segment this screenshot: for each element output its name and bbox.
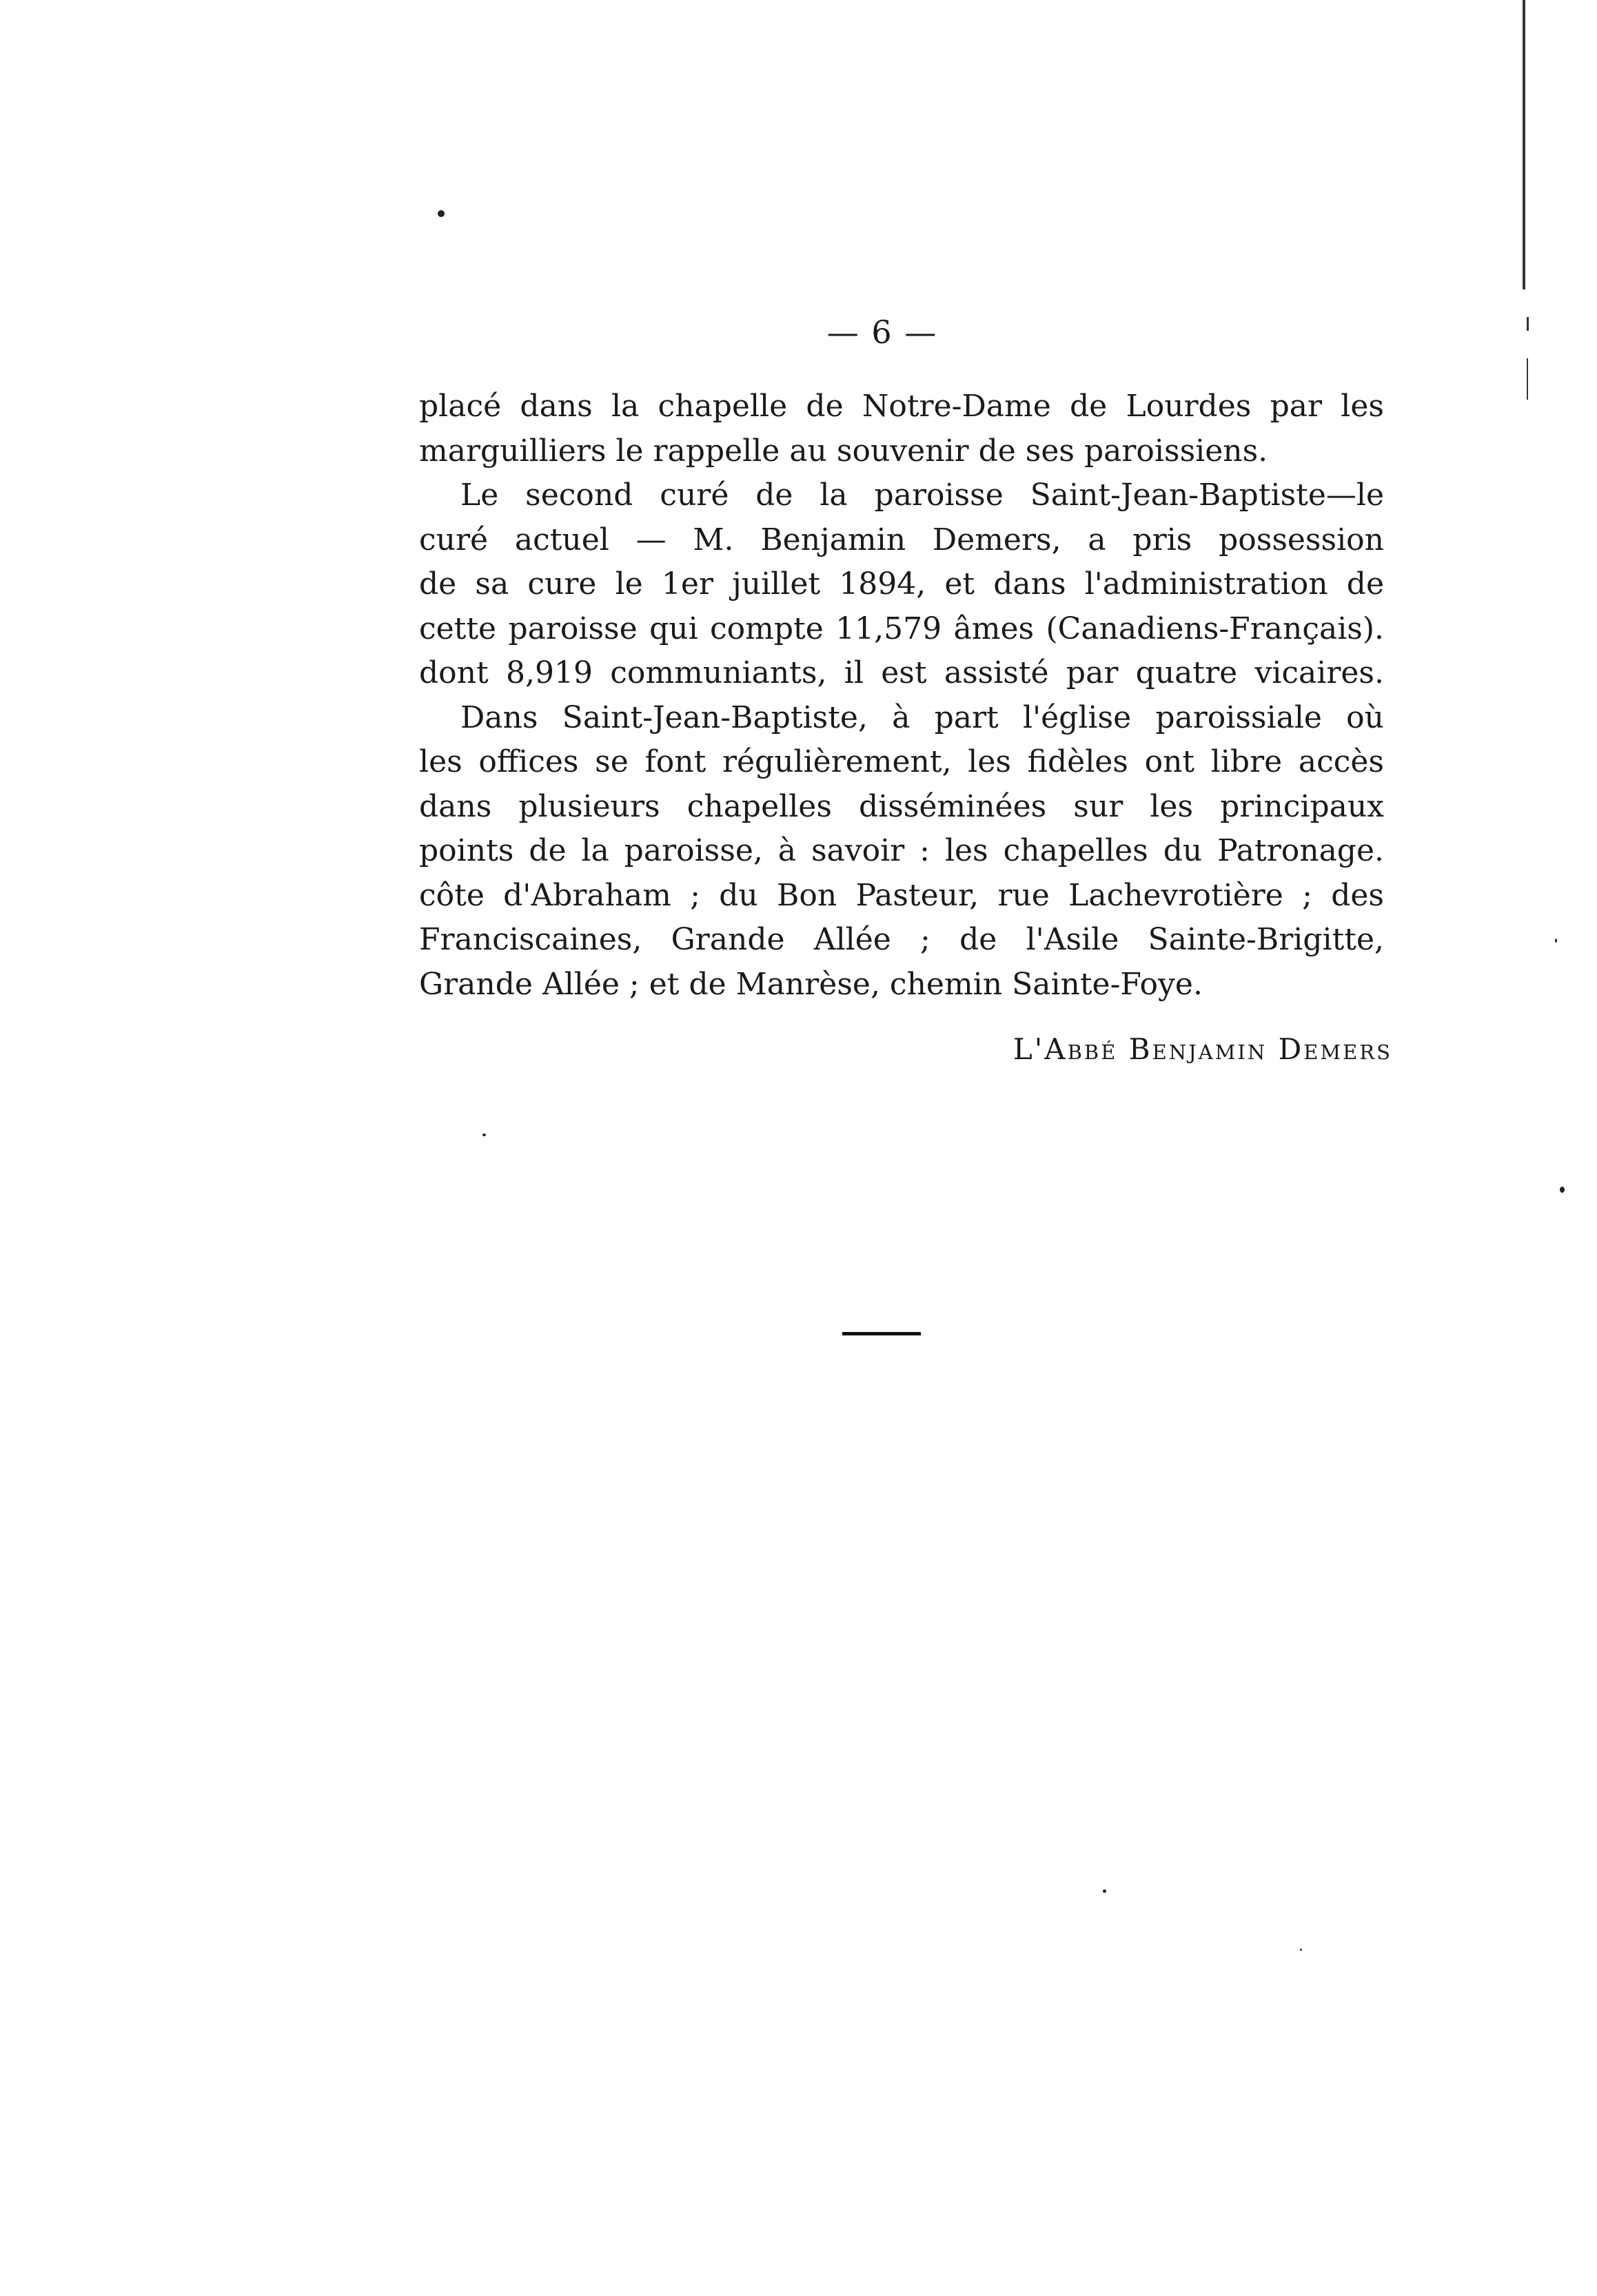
text-line: Franciscaines, Grande Allée ; de l'Asile Sainte-Brigitte, [419,922,1384,957]
text-line: dans plusieurs chapelles disséminées sur les principaux [419,788,1384,824]
scan-edge-mark [1523,0,1525,289]
scan-speck [1300,1949,1302,1951]
page-number: — 6 — [826,314,938,351]
text-line: Grande Allée ; et de Manrèse, chemin Sainte-Foye. [419,966,1203,1002]
scan-speck [1103,1889,1106,1893]
horizontal-rule [842,1332,921,1335]
body-text [419,385,1384,1007]
scan-edge-mark [1527,317,1529,331]
text-line: points de la paroisse, à savoir : les chapelles du Patronage. [419,833,1384,868]
scan-speck [1560,1187,1565,1193]
scan-edge-mark [1527,358,1528,400]
text-line: marguilliers le rappelle au souvenir de ses paroissiens. [419,433,1268,469]
signature: L'Abbé Benjamin Demers [1013,1032,1392,1066]
text-line: cette paroisse qui compte 11,579 âmes (Canadiens-Français). [419,611,1384,646]
scan-speck [482,1134,486,1136]
text-line: curé actuel — M. Benjamin Demers, a pris possession [419,522,1384,557]
text-line: placé dans la chapelle de Notre-Dame de Lourdes par les [419,389,1384,424]
scan-speck [1555,939,1557,943]
text-line: de sa cure le 1er juillet 1894, et dans l'administration de [419,566,1384,602]
text-line: les offices se font régulièrement, les fidèles ont libre accès [419,744,1384,779]
text-line: côte d'Abraham ; du Bon Pasteur, rue Lachevrotière ; des [419,877,1384,913]
text-line: Dans Saint-Jean-Baptiste, à part l'église paroissiale où [460,699,1384,735]
text-line: dont 8,919 communiants, il est assisté par quatre vicaires. [419,655,1384,690]
text-line: Le second curé de la paroisse Saint-Jean-Baptiste—le [460,478,1384,513]
scan-speck [438,210,445,217]
